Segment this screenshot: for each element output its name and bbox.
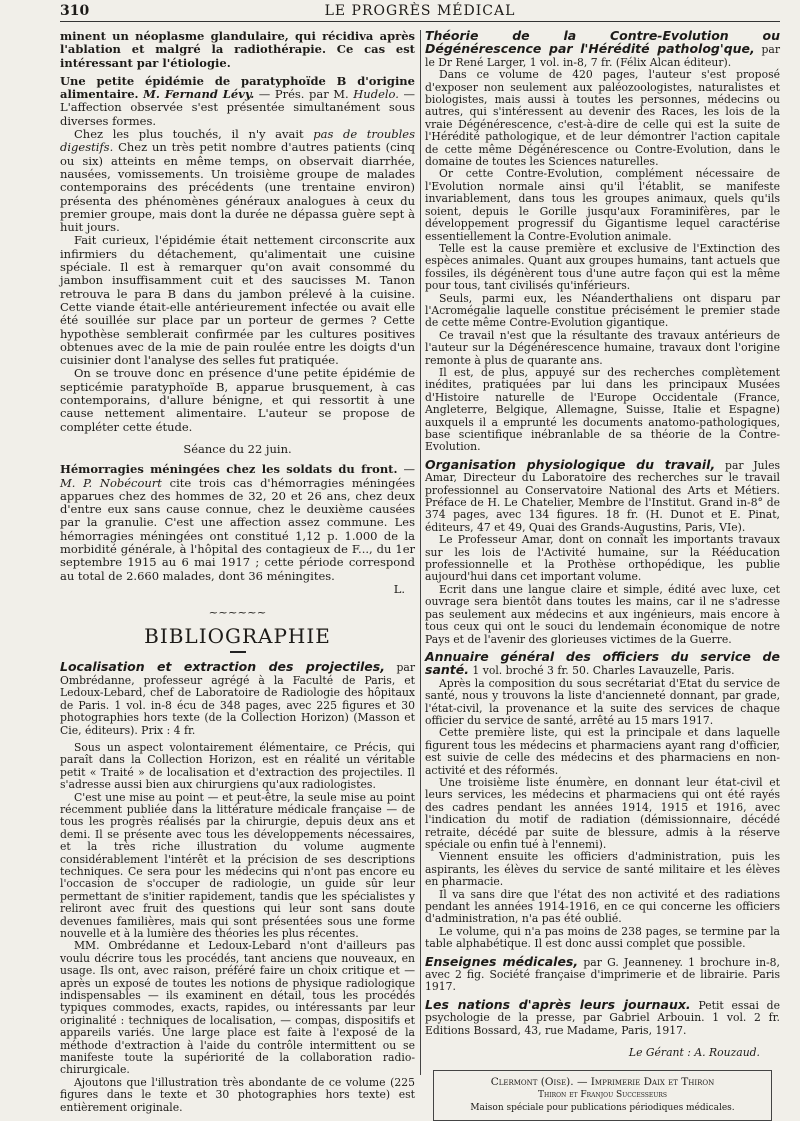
paragraph: Après la composition du sous secrétariat d'Etat du service de santé, nous y trouvons la liste d'ancienneté donnant, par grade, l'état-civil, la provenance et la suite des services de chaque officier du service de santé, arrêté au 15 mars 1917. — [425, 676, 780, 727]
printer-imprint — [433, 1070, 772, 1121]
text-run: Chez les plus touchés, il n'y avait — [74, 127, 304, 142]
article-author: M. Fernand Lévy. — [143, 87, 255, 102]
book-entry — [425, 953, 780, 994]
header-rule — [60, 21, 780, 22]
book-details: Petit essai de psychologie de la presse, par Gabriel Arbouin. 1 vol. 2 fr. Editions Bossard, 43, rue Madame, Paris, 1917. — [425, 998, 780, 1037]
article-author: — M. P. Nobécourt — [60, 462, 415, 490]
book-entry — [60, 661, 415, 736]
text-run: Chez un très petit nombre d'autres patients (cinq ou six) atteints en même temps, on observait diarrhée, nausées, vomissements. Un troisième groupe de malades contemporains des précédents (une trentaine environ) présenta des phénomènes généraux analogues à ceux du premier groupe, mais dont la durée ne dépassa guère sept à huit jours. — [60, 140, 415, 235]
book-details: par le Dr René Larger, 1 vol. in-8, 7 fr. (Félix Alcan éditeur). — [425, 43, 780, 69]
article-hemorrhages — [60, 463, 415, 583]
imprint-line: Thiron et Franjou Successeurs — [538, 1089, 667, 1100]
imprint-line: Clermont (Oise). — Imprimerie Daix et Thiron — [490, 1075, 715, 1088]
paragraph: Telle est la cause première et exclusive de l'Extinction des espèces animales. Quant aux groupes humains, tant actuels que fossiles, ils dégénèrent tous d'une autre façon qui est la même pour tous, tant civilisés qu'inférieurs. — [425, 241, 780, 293]
page-header — [60, 0, 780, 22]
paragraph: Fait curieux, l'épidémie était nettement circonscrite aux infirmiers du détachement, qu'alimentait une cuisine spéciale. Il est à remarquer qu'on avait consommé du jambon insuffisamment cuit et des saucisses M. Tanon retrouva le para B dans du jambon prélevé à la cuisine. Cette viande était-elle antérieurement infectée ou avait elle été souillée sur place par un porteur de germes ? Cette hypothèse semblerait confirmée par les cultures positives obtenues avec de la mie de pain roulée entre les doigts d'un cuisinier dont l'analyse des selles fut pratiquée. — [60, 233, 415, 368]
book-entry — [425, 456, 781, 534]
paragraph: Dans ce volume de 420 pages, l'auteur s'est proposé d'exposer non seulement aux paléozoologistes, naturalistes et biologistes, mais aussi à toutes les personnes, médecins ou autres, qui s'intéressent au devenir des Races, les lois de la vraie Dégénérescence, c'est-à-dire de celle qui est la suite de l'Hérédité pathologique, et de leur démontrer l'action capitale de cette même Dégénérescence ou Contre-Evolution, dans le domaine de toutes les Sciences naturelles. — [425, 68, 780, 169]
journal-title: LE PROGRÈS MÉDICAL — [324, 3, 516, 19]
paragraph — [60, 128, 415, 234]
right-column — [425, 30, 780, 1121]
left-column — [60, 30, 415, 1114]
paragraph: Ce travail n'est que la résultante des travaux antérieurs de l'auteur sur la Dégénérescence humaine, travaux dont l'origine remonte à plus de quarante ans. — [425, 328, 780, 367]
paragraph: Une troisième liste énumère, en donnant leur état-civil et leurs services, les médecins et pharmaciens qui ont été rayés des cadres pendant les années 1914, 1915 et 1916, avec l'indication du motif de radiation (démissionnaire, décédé retraite, décédé par suite de blessure, admis à la réserve spéciale ou enfin tué à l'ennemi). — [425, 775, 780, 851]
paragraph: minent un néoplasme glandulaire, qui récidiva après l'ablation et malgré la radiothérapie. Ce cas est intéressant par l'étiologie. — [60, 29, 415, 70]
paragraph: Le volume, qui n'a pas moins de 238 pages, se termine par la table alphabétique. Il est donc aussi complet que possible. — [425, 924, 780, 951]
paragraph: Il va sans dire que l'état des non activité et des radiations pendant les années 1914-1916, en ce qui concerne les officiers d'administration, n'a pas été oublié. — [425, 887, 780, 926]
paragraph: Viennent ensuite les officiers d'administration, puis les aspirants, les élèves du service de santé militaire et les élèves en pharmacie. — [425, 850, 780, 889]
book-entry — [425, 996, 780, 1037]
ornament-divider: ~~~~~~ — [208, 605, 267, 620]
book-entry — [425, 30, 780, 69]
paragraph: Sous un aspect volontairement élémentaire, ce Précis, qui paraît dans la Collection Horizon, est en réalité un véritable petit « Traité » de localisation et d'extraction des projectiles. Il s'adresse aussi bien aux chirurgiens qu'aux radiologistes. — [60, 740, 415, 792]
paragraph: Or cette Contre-Evolution, complément nécessaire de l'Evolution normale ainsi qu'il l'établit, se manifeste invariablement, dans tous les groupes animaux, quels qu'ils soient, depuis le Gorille jusqu'aux Foraminifères, par le développement progressif du Gigantisme lequel caractérise essentiellement la Contre-Evolution animale. — [425, 167, 780, 243]
article-title: Hémorragies méningées chez les soldats du front. — [60, 462, 398, 477]
article-text: — L'affection observée s'est présentée simultanément sous diverses formes. — [60, 87, 416, 128]
article-text: cite trois cas d'hémorragies méningées apparues chez des hommes de 32, 20 et 26 ans, chez deux d'entre eux sans cause connue, chez le deuxième causées par la granulie. C'est une affection assez commune. Les hémorragies méningées ont constitué 1,12 p. 1.000 de la morbidité générale, à l'hôpital des contagieux de F..., du 1er septembre 1915 au 6 mai 1917 ; cette période correspond au total de 2.660 malades, dont 36 méningites. — [60, 475, 415, 583]
book-title: Organisation physiologique du travail, — [425, 456, 716, 472]
page-number: 310 — [60, 3, 90, 19]
imprint-line: Maison spéciale pour publications périodiques médicales. — [470, 1102, 735, 1113]
book-title: Annuaire général des officiers du service de santé. — [425, 648, 780, 678]
book-details: par Ombrédanne, professeur agrégé à la Faculté de Paris, et Ledoux-Lebard, chef de Laboratoire de Radiologie des hôpitaux de Paris. 1 vol. in-8 écu de 348 pages, avec 225 figures et 30 photographies hors texte (de la Collection Horizon) (Masson et Cie, éditeurs). Prix : 4 fr. — [60, 661, 416, 737]
paragraph: On se trouve donc en présence d'une petite épidémie de septicémie paratyphoïde B, apparue brusquement, à cas contemporains, d'allure bénigne, et qui ressortit à une cause nettement alimentaire. L'auteur se propose de compléter cette étude. — [60, 366, 415, 434]
book-entry — [425, 648, 780, 678]
book-title: Théorie de la Contre-Evolution ou Dégénérescence par l'Hérédité patholog'que, — [425, 28, 780, 57]
manager-signature: Le Gérant : A. Rouzaud. — [628, 1046, 760, 1060]
book-details: par G. Jeanneney. 1 brochure in-8, avec 2 fig. Société française d'imprimerie et de librairie. Paris 1917. — [425, 955, 780, 994]
paragraph: Seuls, parmi eux, les Néanderthaliens ont disparu par l'Acromégalie laquelle constitue précisément le premier stade de cette même Contre-Evolution gigantique. — [425, 291, 780, 330]
article-presenter: Hudelo. — [353, 87, 399, 102]
paragraph: Ecrit dans une langue claire et simple, édité avec luxe, cet ouvrage sera bientôt dans toutes les mains, car il ne s'adresse pas seulement aux médecins et aux ingénieurs, mais encore à tous ceux qui ont le souci du lendemain économique de notre Pays et de l'avenir des glorieuses victimes de la Guerre. — [425, 582, 780, 646]
book-title: Localisation et extraction des projectiles, — [60, 659, 385, 675]
book-details: 1 vol. broché 3 fr. 50. Charles Lavauzelle, Paris. — [472, 664, 735, 678]
heading-rule — [230, 651, 246, 653]
paragraph: Le Professeur Amar, dont on connaît les importants travaux sur les lois de l'Activité humaine, sur la Rééducation professionnelle et la Prothèse orthopédique, les publie aujourd'hui dans cet important volume. — [425, 533, 780, 584]
article-presenter-prefix: — Prés. par M. — [258, 87, 349, 102]
book-title: Enseignes médicales, — [425, 953, 579, 969]
paragraph: C'est une mise au point — et peut-être, la seule mise au point récemment publiée dans la littérature médicale française — de tous les progrès réalisés par la chirurgie, depuis deux ans et demi. Il se présente avec tous les développements nécessaires, et la très riche illustration du volume augmente considérablement l'intérêt et la précision de ses descriptions techniques. Ce sera pour les médecins qui n'ont pas encore eu l'occasion de s'occuper de radiologie, un guide sûr leur permettant de s'initier rapidement, tandis que les spécialistes y reliront avec fruit des questions qui leur sont sans doute devenues familières, mais qui sont présentées sous une forme nouvelle et à la lumière des théories les plus récentes. — [60, 790, 415, 940]
column-divider — [420, 30, 421, 1075]
section-heading: BIBLIOGRAPHIE — [144, 624, 331, 649]
article-paratyphoid — [60, 75, 415, 128]
session-date: Séance du 22 juin. — [183, 441, 292, 456]
author-initial: L. — [393, 581, 405, 596]
book-title: Les nations d'après leurs journaux. — [425, 996, 691, 1012]
text-run-italic: pas de troubles digestifs. — [60, 127, 415, 155]
article-title: Une petite épidémie de paratyphoïde B d'origine alimentaire. — [60, 73, 415, 102]
paragraph: Cette première liste, qui est la principale et dans laquelle figurent tous les médecins et pharmaciens ayant rang d'officier, est suivie de celle des médecins et des pharmaciens en non-activité et des réformés. — [425, 726, 780, 777]
book-details: par Jules Amar, Directeur du Laboratoire des recherches sur le travail professionnel au Conservatoire National des Arts et Métiers. Préface de H. Le Chatelier, Membre de l'Institut. Grand in-8° de 374 pages, avec 134 figures. 18 fr. (H. Dunot et E. Pinat, éditeurs, 47 et 49, Quai des Grands-Augustins, Paris, VIe). — [425, 458, 781, 534]
paragraph: Ajoutons que l'illustration très abondante de ce volume (225 figures dans le texte et 30 photographies hors texte) est entièrement originale. — [60, 1075, 415, 1114]
paragraph: MM. Ombrédanne et Ledoux-Lebard n'ont d'ailleurs pas voulu décrire tous les procédés, tant anciens que nouveaux, en usage. Ils ont, avec raison, préféré faire un choix critique et — après un exposé de toutes les notions de physique radiologique indispensables — ils examinent en détail, tous les procédés typiques commodes, exacts, rapides, ou intéressants par leur originalité : techniques de localisation, — compas, dispositifs et appareils variés. Une large place est faite à l'exposé de la méthode d'extraction à l'aide du contrôle intermittent ou se manifeste toute la supériorité de la collaboration radio-chirurgicale. — [60, 939, 415, 1077]
paragraph: Il est, de plus, appuyé sur des recherches complètement inédites, pratiquées par lui dans les principaux Musées d'Histoire naturelle de l'Europe Occidentale (France, Angleterre, Belgique, Allemagne, Suisse, Italie et Espagne) auxquels il a emprunté les documents anatomo-pathologiques, base scientifique inébranlable de sa théorie de la Contre-Evolution. — [425, 365, 780, 454]
